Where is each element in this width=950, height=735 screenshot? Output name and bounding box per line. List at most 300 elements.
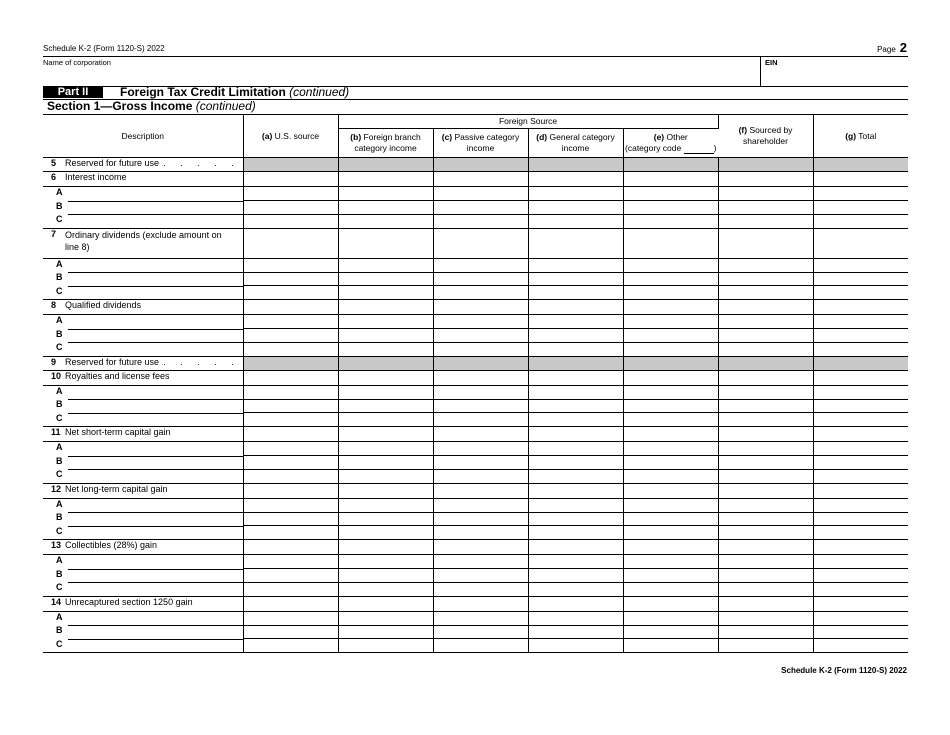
subline-description	[43, 187, 243, 201]
amount-cell[interactable]	[433, 329, 528, 343]
amount-cell[interactable]	[528, 201, 623, 215]
amount-cell[interactable]	[243, 172, 338, 187]
amount-cell[interactable]	[813, 639, 908, 653]
amount-cell[interactable]	[623, 300, 718, 315]
amount-cell[interactable]	[433, 201, 528, 215]
amount-cell[interactable]	[338, 569, 433, 583]
amount-cell[interactable]	[243, 569, 338, 583]
amount-cell[interactable]	[338, 300, 433, 315]
amount-cell[interactable]	[433, 300, 528, 315]
amount-cell[interactable]	[718, 639, 813, 653]
amount-cell[interactable]	[813, 512, 908, 526]
amount-cell[interactable]	[528, 569, 623, 583]
amount-cell[interactable]	[813, 315, 908, 329]
amount-cell[interactable]	[623, 483, 718, 498]
amount-cell[interactable]	[243, 228, 338, 258]
amount-cell[interactable]	[243, 582, 338, 596]
amount-cell[interactable]	[433, 596, 528, 611]
amount-cell[interactable]	[433, 611, 528, 625]
amount-cell[interactable]	[338, 582, 433, 596]
category-code-input[interactable]	[684, 145, 714, 154]
part-label: Part II	[43, 86, 103, 98]
amount-cell[interactable]	[623, 498, 718, 512]
amount-cell[interactable]	[243, 526, 338, 540]
amount-cell[interactable]	[813, 555, 908, 569]
amount-cell[interactable]	[338, 540, 433, 555]
amount-cell[interactable]	[813, 442, 908, 456]
amount-cell[interactable]	[243, 286, 338, 300]
amount-cell[interactable]	[528, 370, 623, 385]
subline-letter: B	[56, 625, 63, 635]
amount-cell[interactable]	[718, 469, 813, 483]
amount-cell[interactable]	[623, 442, 718, 456]
amount-cell[interactable]	[528, 228, 623, 258]
amount-cell	[813, 158, 908, 172]
amount-cell[interactable]	[813, 272, 908, 286]
amount-cell[interactable]	[338, 498, 433, 512]
amount-cell[interactable]	[623, 540, 718, 555]
amount-cell[interactable]	[718, 300, 813, 315]
amount-cell[interactable]	[813, 214, 908, 228]
amount-cell[interactable]	[528, 427, 623, 442]
amount-cell[interactable]	[623, 569, 718, 583]
name-of-corporation-label: Name of corporation	[43, 58, 111, 67]
amount-cell[interactable]	[718, 498, 813, 512]
amount-cell	[528, 356, 623, 370]
amount-cell[interactable]	[243, 300, 338, 315]
subline-description	[43, 498, 243, 512]
subline-row	[43, 258, 908, 272]
amount-cell[interactable]	[243, 427, 338, 442]
amount-cell[interactable]	[528, 639, 623, 653]
subline-letter: B	[56, 455, 63, 466]
amount-cell[interactable]	[338, 187, 433, 201]
part-title	[120, 86, 349, 99]
amount-cell[interactable]	[623, 413, 718, 427]
amount-cell[interactable]	[433, 385, 528, 399]
amount-cell[interactable]	[528, 456, 623, 470]
amount-cell[interactable]	[243, 187, 338, 201]
amount-cell[interactable]	[338, 625, 433, 639]
amount-cell[interactable]	[813, 483, 908, 498]
col-header-c	[433, 129, 528, 158]
amount-cell[interactable]	[433, 569, 528, 583]
subline-description	[43, 625, 243, 639]
amount-cell[interactable]	[243, 214, 338, 228]
subline-letter: B	[56, 272, 63, 282]
amount-cell[interactable]	[243, 540, 338, 555]
amount-cell[interactable]	[243, 329, 338, 343]
amount-cell[interactable]	[433, 258, 528, 272]
amount-cell[interactable]	[528, 526, 623, 540]
line-description	[43, 356, 243, 370]
amount-cell[interactable]	[623, 526, 718, 540]
subline-letter: C	[56, 412, 63, 423]
subline-letter: C	[56, 469, 63, 479]
line-label: Ordinary dividends (exclude amount on line 8)	[65, 229, 222, 252]
amount-cell[interactable]	[623, 329, 718, 343]
amount-cell[interactable]	[718, 214, 813, 228]
amount-cell[interactable]	[528, 172, 623, 187]
subline-description	[43, 512, 243, 526]
amount-cell[interactable]	[623, 456, 718, 470]
amount-cell[interactable]	[338, 272, 433, 286]
amount-cell[interactable]	[338, 399, 433, 413]
amount-cell[interactable]	[623, 611, 718, 625]
col-header-d	[528, 129, 623, 158]
amount-cell[interactable]	[813, 611, 908, 625]
amount-cell[interactable]	[338, 442, 433, 456]
line-number: 5	[51, 158, 57, 168]
amount-cell[interactable]	[813, 201, 908, 215]
amount-cell[interactable]	[718, 512, 813, 526]
amount-cell[interactable]	[718, 286, 813, 300]
amount-cell[interactable]	[433, 413, 528, 427]
amount-cell[interactable]	[623, 555, 718, 569]
amount-cell[interactable]	[433, 469, 528, 483]
amount-cell[interactable]	[338, 596, 433, 611]
amount-cell[interactable]	[243, 201, 338, 215]
amount-cell[interactable]	[433, 526, 528, 540]
amount-cell[interactable]	[718, 582, 813, 596]
amount-cell[interactable]	[813, 526, 908, 540]
amount-cell[interactable]	[433, 582, 528, 596]
amount-cell[interactable]	[813, 286, 908, 300]
amount-cell[interactable]	[623, 625, 718, 639]
amount-cell[interactable]	[433, 315, 528, 329]
amount-cell[interactable]	[623, 228, 718, 258]
amount-cell[interactable]	[813, 300, 908, 315]
amount-cell[interactable]	[433, 214, 528, 228]
amount-cell	[623, 356, 718, 370]
amount-cell[interactable]	[433, 456, 528, 470]
subline-description	[43, 611, 243, 625]
subline-letter: C	[56, 525, 63, 536]
amount-cell[interactable]	[338, 286, 433, 300]
amount-cell[interactable]	[813, 370, 908, 385]
subline-description	[43, 639, 243, 653]
amount-cell[interactable]	[528, 498, 623, 512]
amount-cell[interactable]	[718, 272, 813, 286]
amount-cell[interactable]	[528, 399, 623, 413]
amount-cell[interactable]	[623, 385, 718, 399]
page-label: Page	[877, 45, 896, 54]
amount-cell[interactable]	[813, 540, 908, 555]
amount-cell[interactable]	[243, 639, 338, 653]
amount-cell[interactable]	[338, 413, 433, 427]
amount-cell[interactable]	[623, 596, 718, 611]
amount-cell[interactable]	[813, 427, 908, 442]
line-label: Qualified dividends	[65, 300, 142, 310]
amount-cell[interactable]	[623, 639, 718, 653]
amount-cell[interactable]	[338, 214, 433, 228]
line-description	[43, 172, 243, 187]
amount-cell[interactable]	[718, 625, 813, 639]
amount-cell[interactable]	[813, 385, 908, 399]
col-header-a	[243, 115, 338, 158]
part-title-text: Foreign Tax Credit Limitation	[120, 85, 286, 99]
amount-cell[interactable]	[813, 399, 908, 413]
amount-cell[interactable]	[718, 413, 813, 427]
amount-cell[interactable]	[338, 611, 433, 625]
amount-cell[interactable]	[433, 540, 528, 555]
amount-cell[interactable]	[528, 187, 623, 201]
amount-cell	[718, 158, 813, 172]
amount-cell[interactable]	[718, 555, 813, 569]
amount-cell[interactable]	[813, 172, 908, 187]
amount-cell[interactable]	[813, 569, 908, 583]
page-indicator	[877, 40, 907, 55]
amount-cell[interactable]	[338, 315, 433, 329]
subline-letter: B	[56, 328, 63, 339]
amount-cell[interactable]	[813, 258, 908, 272]
amount-cell[interactable]	[718, 427, 813, 442]
amount-cell[interactable]	[433, 172, 528, 187]
amount-cell[interactable]	[528, 258, 623, 272]
amount-cell[interactable]	[718, 385, 813, 399]
amount-cell[interactable]	[338, 427, 433, 442]
amount-cell[interactable]	[433, 555, 528, 569]
amount-cell[interactable]	[718, 228, 813, 258]
amount-cell[interactable]	[718, 456, 813, 470]
col-f-letter: (f)	[738, 125, 748, 135]
amount-cell[interactable]	[718, 483, 813, 498]
section-title	[47, 100, 256, 113]
amount-cell[interactable]	[243, 385, 338, 399]
amount-cell[interactable]	[623, 172, 718, 187]
amount-cell[interactable]	[528, 512, 623, 526]
amount-cell[interactable]	[338, 483, 433, 498]
subline-description	[43, 258, 243, 272]
line-number: 8	[51, 300, 57, 310]
amount-cell[interactable]	[813, 342, 908, 356]
amount-cell[interactable]	[813, 582, 908, 596]
amount-cell[interactable]	[243, 596, 338, 611]
amount-cell[interactable]	[338, 469, 433, 483]
amount-cell[interactable]	[528, 596, 623, 611]
amount-cell[interactable]	[623, 469, 718, 483]
amount-cell[interactable]	[623, 370, 718, 385]
amount-cell[interactable]	[813, 187, 908, 201]
amount-cell[interactable]	[813, 329, 908, 343]
amount-cell[interactable]	[338, 555, 433, 569]
amount-cell[interactable]	[623, 201, 718, 215]
amount-cell[interactable]	[338, 258, 433, 272]
amount-cell[interactable]	[528, 214, 623, 228]
col-e-close-paren: )	[713, 143, 717, 153]
amount-cell[interactable]	[243, 370, 338, 385]
amount-cell[interactable]	[433, 342, 528, 356]
amount-cell[interactable]	[528, 315, 623, 329]
amount-cell[interactable]	[243, 413, 338, 427]
amount-cell[interactable]	[623, 315, 718, 329]
subline-description	[43, 569, 243, 583]
amount-cell[interactable]	[243, 258, 338, 272]
amount-cell[interactable]	[243, 456, 338, 470]
amount-cell[interactable]	[338, 342, 433, 356]
amount-cell[interactable]	[528, 413, 623, 427]
amount-cell[interactable]	[433, 399, 528, 413]
amount-cell[interactable]	[623, 258, 718, 272]
amount-cell[interactable]	[528, 555, 623, 569]
amount-cell[interactable]	[718, 315, 813, 329]
amount-cell[interactable]	[243, 342, 338, 356]
subline-description	[43, 456, 243, 470]
col-d-letter: (d)	[536, 132, 548, 142]
amount-cell[interactable]	[338, 512, 433, 526]
subline-description	[43, 201, 243, 215]
subline-row	[43, 555, 908, 569]
subline-row	[43, 512, 908, 526]
amount-cell[interactable]	[243, 315, 338, 329]
line-description	[43, 300, 243, 315]
subline-letter: C	[56, 342, 63, 352]
subline-description	[43, 469, 243, 483]
amount-cell[interactable]	[718, 442, 813, 456]
col-header-e	[623, 129, 718, 158]
col-a-letter: (a)	[261, 130, 273, 141]
amount-cell[interactable]	[623, 187, 718, 201]
amount-cell[interactable]	[718, 172, 813, 187]
line-label: Reserved for future use	[65, 158, 160, 168]
gross-income-table	[43, 115, 908, 653]
subline-description	[43, 555, 243, 569]
subline-letter: B	[56, 399, 63, 409]
col-e-letter: (e)	[653, 132, 665, 142]
col-a-text: U.S. source	[274, 130, 320, 141]
amount-cell[interactable]	[718, 611, 813, 625]
amount-cell[interactable]	[623, 286, 718, 300]
amount-cell[interactable]	[528, 286, 623, 300]
col-c-text: Passive category income	[454, 132, 520, 153]
line-row-6	[43, 172, 908, 187]
col-b-letter: (b)	[350, 132, 362, 142]
amount-cell[interactable]	[433, 625, 528, 639]
subline-letter: A	[56, 258, 63, 269]
amount-cell[interactable]	[718, 526, 813, 540]
amount-cell[interactable]	[813, 469, 908, 483]
amount-cell[interactable]	[528, 582, 623, 596]
amount-cell[interactable]	[718, 370, 813, 385]
amount-cell[interactable]	[623, 512, 718, 526]
line-number: 9	[51, 356, 57, 367]
amount-cell[interactable]	[528, 625, 623, 639]
amount-cell[interactable]	[338, 201, 433, 215]
amount-cell[interactable]	[528, 611, 623, 625]
subline-row	[43, 639, 908, 653]
line-row-10	[43, 370, 908, 385]
amount-cell[interactable]	[243, 469, 338, 483]
amount-cell[interactable]	[243, 498, 338, 512]
amount-cell[interactable]	[433, 483, 528, 498]
amount-cell[interactable]	[243, 555, 338, 569]
subline-description	[43, 342, 243, 356]
amount-cell[interactable]	[528, 300, 623, 315]
col-header-foreign-source: Foreign Source	[338, 115, 718, 129]
amount-cell[interactable]	[528, 442, 623, 456]
subline-row	[43, 413, 908, 427]
amount-cell[interactable]	[433, 272, 528, 286]
amount-cell[interactable]	[813, 228, 908, 258]
amount-cell[interactable]	[338, 526, 433, 540]
amount-cell[interactable]	[528, 385, 623, 399]
amount-cell[interactable]	[623, 399, 718, 413]
amount-cell[interactable]	[243, 399, 338, 413]
amount-cell[interactable]	[338, 456, 433, 470]
amount-cell	[813, 356, 908, 370]
amount-cell[interactable]	[813, 498, 908, 512]
amount-cell[interactable]	[813, 456, 908, 470]
amount-cell[interactable]	[623, 427, 718, 442]
amount-cell[interactable]	[243, 483, 338, 498]
part-title-suffix: (continued)	[289, 85, 350, 99]
amount-cell[interactable]	[433, 442, 528, 456]
amount-cell[interactable]	[433, 512, 528, 526]
amount-cell[interactable]	[813, 596, 908, 611]
amount-cell[interactable]	[718, 187, 813, 201]
amount-cell[interactable]	[433, 498, 528, 512]
amount-cell[interactable]	[718, 329, 813, 343]
subline-letter: C	[56, 582, 63, 592]
ein-divider	[760, 56, 761, 86]
amount-cell[interactable]	[528, 272, 623, 286]
amount-cell[interactable]	[623, 342, 718, 356]
amount-cell[interactable]	[433, 427, 528, 442]
amount-cell[interactable]	[718, 540, 813, 555]
amount-cell[interactable]	[243, 512, 338, 526]
amount-cell[interactable]	[243, 272, 338, 286]
amount-cell[interactable]	[338, 172, 433, 187]
subline-row	[43, 456, 908, 470]
amount-cell[interactable]	[718, 258, 813, 272]
amount-cell[interactable]	[433, 187, 528, 201]
amount-cell[interactable]	[243, 442, 338, 456]
amount-cell[interactable]	[528, 329, 623, 343]
line-label: Reserved for future use	[65, 356, 160, 367]
amount-cell[interactable]	[813, 413, 908, 427]
amount-cell[interactable]	[338, 228, 433, 258]
amount-cell[interactable]	[338, 329, 433, 343]
amount-cell[interactable]	[528, 483, 623, 498]
amount-cell[interactable]	[433, 228, 528, 258]
amount-cell[interactable]	[623, 582, 718, 596]
amount-cell[interactable]	[243, 611, 338, 625]
amount-cell[interactable]	[623, 272, 718, 286]
amount-cell[interactable]	[433, 286, 528, 300]
amount-cell[interactable]	[433, 639, 528, 653]
amount-cell[interactable]	[338, 639, 433, 653]
amount-cell[interactable]	[718, 342, 813, 356]
amount-cell[interactable]	[338, 370, 433, 385]
amount-cell[interactable]	[718, 399, 813, 413]
amount-cell[interactable]	[718, 569, 813, 583]
subline-description	[43, 329, 243, 343]
amount-cell[interactable]	[528, 342, 623, 356]
amount-cell[interactable]	[433, 370, 528, 385]
subline-row	[43, 286, 908, 300]
amount-cell[interactable]	[623, 214, 718, 228]
amount-cell[interactable]	[528, 469, 623, 483]
subline-description	[43, 214, 243, 228]
subline-letter: B	[56, 200, 63, 211]
amount-cell	[338, 158, 433, 172]
amount-cell[interactable]	[528, 540, 623, 555]
amount-cell[interactable]	[718, 201, 813, 215]
amount-cell[interactable]	[243, 625, 338, 639]
amount-cell[interactable]	[338, 385, 433, 399]
amount-cell[interactable]	[813, 625, 908, 639]
amount-cell[interactable]	[718, 596, 813, 611]
